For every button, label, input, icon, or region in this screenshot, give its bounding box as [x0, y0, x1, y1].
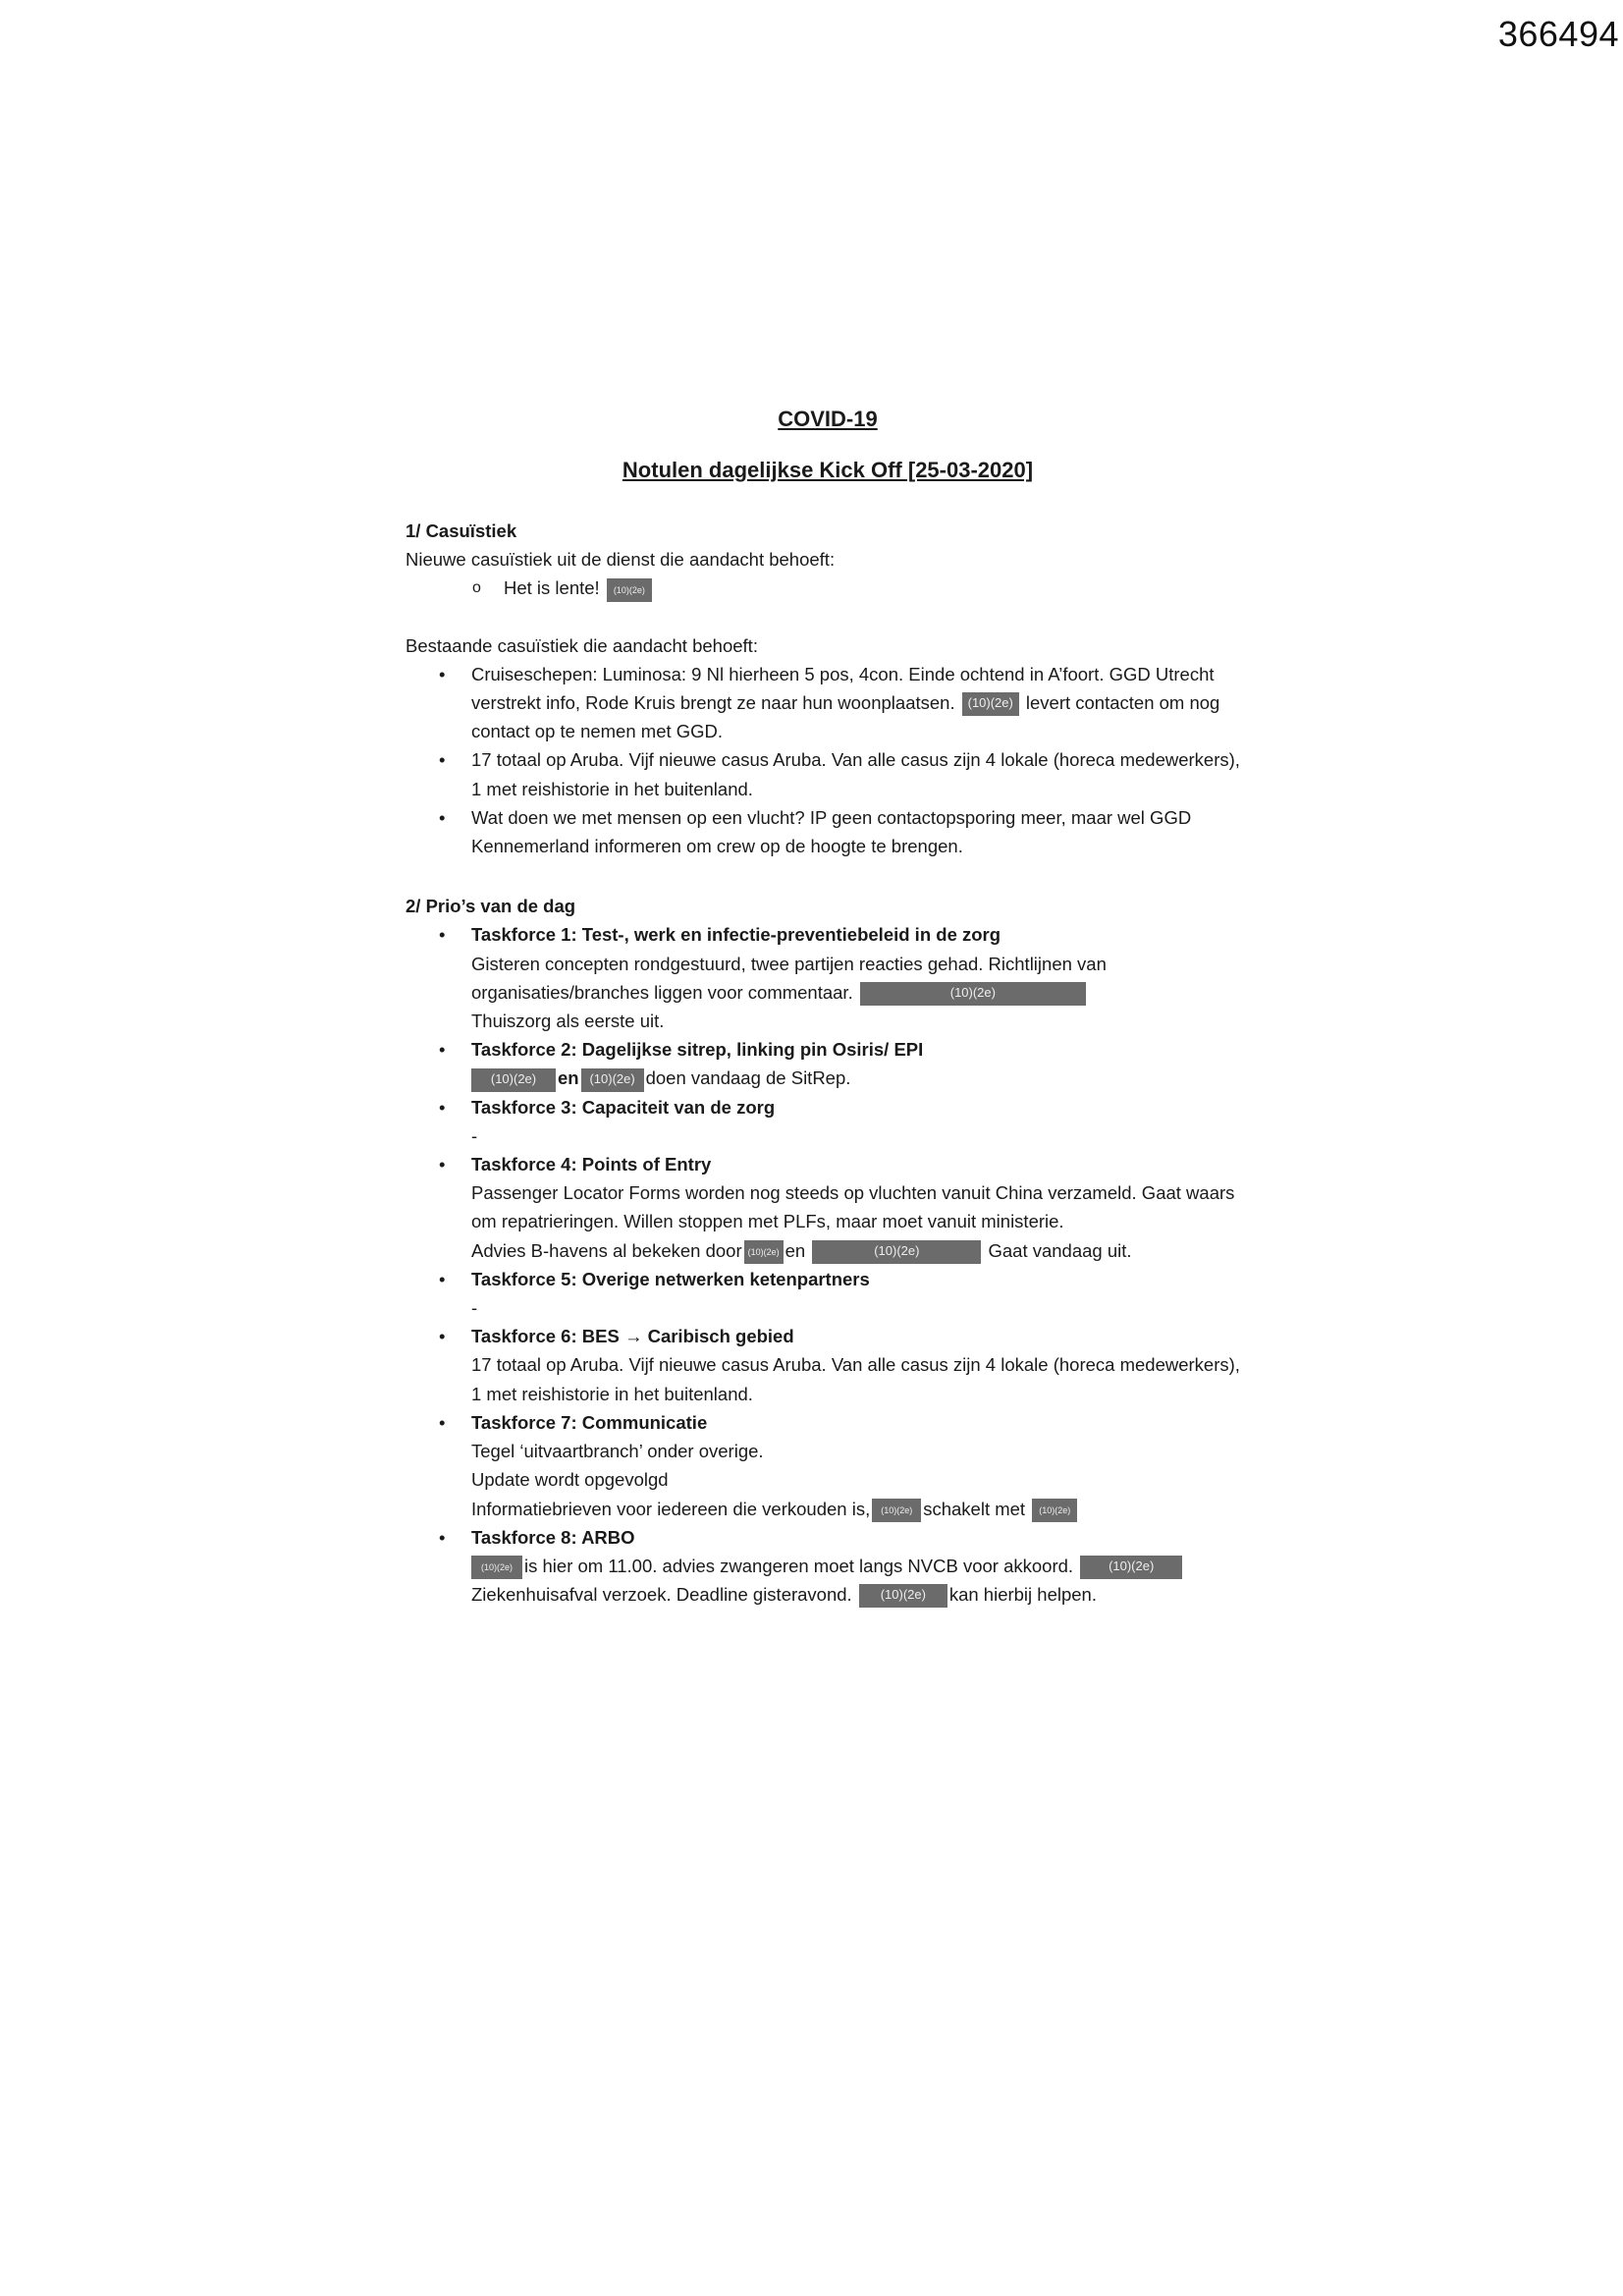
taskforce-4-and: en — [784, 1239, 806, 1261]
redaction-box: (10)(2e) — [1080, 1556, 1182, 1579]
taskforce-3-title: • Taskforce 3: Capaciteit van de zorg — [471, 1096, 776, 1118]
taskforce-1-text-2: Thuiszorg als eerste uit. — [471, 1011, 665, 1032]
document-title: COVID-19 — [778, 407, 878, 431]
redaction-box: (10)(2e) — [872, 1499, 921, 1522]
taskforce-item — [406, 1035, 1250, 1092]
section-heading-casuistiek: 1/ Casuïstiek — [406, 520, 517, 541]
taskforce-4-title: • Taskforce 4: Points of Entry — [471, 1154, 712, 1175]
document-number: 366494 — [1497, 14, 1619, 54]
taskforce-4-text-2: Advies B-havens al bekeken door — [471, 1239, 742, 1261]
redaction-box: (10)(2e) — [581, 1068, 644, 1092]
existing-casuistiek-intro: Bestaande casuïstiek die aandacht behoeft: — [406, 634, 758, 656]
taskforce-item — [406, 1408, 1250, 1523]
taskforce-8-title: • Taskforce 8: ARBO — [471, 1526, 635, 1548]
redaction-box: (10)(2e) — [1032, 1499, 1077, 1522]
redaction-box: (10)(2e) — [859, 1584, 947, 1608]
taskforce-2-text: doen vandaag de SitRep. — [645, 1067, 851, 1089]
taskforce-item — [406, 1523, 1250, 1610]
redaction-box: (10)(2e) — [471, 1556, 522, 1579]
taskforce-5-title: • Taskforce 5: Overige netwerken ketenpartners — [471, 1268, 870, 1289]
list-item — [406, 574, 1250, 602]
casuistiek-cruise-text-cont: levert contacten om nog contact op te nemen met GGD. — [471, 692, 1220, 742]
section-heading-prios: 2/ Prio’s van de dag — [406, 896, 576, 917]
taskforce-7-text-2: Update wordt opgevolgd — [471, 1469, 669, 1491]
document-subtitle: Notulen dagelijkse Kick Off [25-03-2020] — [622, 458, 1034, 482]
taskforce-7-title: • Taskforce 7: Communicatie — [471, 1411, 708, 1433]
taskforce-8-text: is hier om 11.00. advies zwangeren moet langs NVCB voor akkoord. — [524, 1555, 1074, 1576]
new-casuistiek-item: Het is lente! — [504, 577, 600, 599]
taskforce-2-title: • Taskforce 2: Dagelijkse sitrep, linking pin Osiris/ EPI — [471, 1039, 924, 1061]
taskforce-7-text-4: schakelt met — [923, 1498, 1026, 1519]
taskforce-8-text-3: kan hierbij helpen. — [948, 1584, 1097, 1606]
redaction-box: (10)(2e) — [962, 692, 1019, 716]
taskforce-7-text-3: Informatiebrieven voor iedereen die verkouden is, — [471, 1498, 871, 1519]
taskforce-4-text-3: Gaat vandaag uit. — [988, 1239, 1132, 1261]
redaction-box: (10)(2e) — [860, 982, 1086, 1006]
taskforce-6-title: • Taskforce 6: BES → Caribisch gebied — [471, 1326, 794, 1347]
new-casuistiek-intro: Nieuwe casuïstiek uit de dienst die aandacht behoeft: — [406, 549, 836, 571]
redaction-box: (10)(2e) — [812, 1240, 981, 1264]
taskforce-item — [406, 1265, 1250, 1322]
redaction-box: (10)(2e) — [607, 578, 652, 602]
taskforce-5-text: - — [471, 1297, 478, 1319]
taskforce-item — [406, 1093, 1250, 1150]
taskforce-item — [406, 920, 1250, 1035]
taskforce-6-text: 17 totaal op Aruba. Vijf nieuwe casus Aruba. Van alle casus zijn 4 lokale (horeca medewerkers), 1 met reishistorie in het buitenland. — [471, 1354, 1240, 1404]
document-body — [406, 405, 1250, 1609]
taskforce-2-and: en — [558, 1067, 579, 1089]
taskforce-1-title: • Taskforce 1: Test-, werk en infectie-preventiebeleid in de zorg — [471, 924, 1001, 946]
taskforce-list — [406, 920, 1250, 1609]
existing-casuistiek-list — [406, 660, 1250, 860]
list-item — [406, 660, 1250, 746]
taskforce-3-text: - — [471, 1124, 478, 1146]
taskforce-item — [406, 1150, 1250, 1265]
casuistiek-flight-text: Wat doen we met mensen op een vlucht? IP geen contactopsporing meer, maar wel GGD Kennemerland informeren om crew op de hoogte te brengen. — [471, 806, 1192, 857]
redaction-box: (10)(2e) — [471, 1068, 556, 1092]
taskforce-1-text: Gisteren concepten rondgestuurd, twee partijen reacties gehad. Richtlijnen van organisaties/branches liggen voor commentaar. — [471, 953, 1107, 1003]
casuistiek-cruise-text: Cruiseschepen: Luminosa: 9 Nl hierheen 5 pos, 4con. Einde ochtend in A’foort. GGD Utrecht verstrekt info, Rode Kruis brengt ze naar hun woonplaatsen. — [471, 663, 1215, 714]
redaction-box: (10)(2e) — [744, 1240, 784, 1264]
casuistiek-aruba-text: 17 totaal op Aruba. Vijf nieuwe casus Aruba. Van alle casus zijn 4 lokale (horeca medewerkers), 1 met reishistorie in het buitenland. — [471, 749, 1240, 799]
taskforce-7-text: Tegel ‘uitvaartbranch’ onder overige. — [471, 1441, 764, 1462]
list-item — [406, 745, 1250, 802]
taskforce-item — [406, 1322, 1250, 1408]
list-item — [406, 803, 1250, 860]
new-casuistiek-list — [406, 574, 1250, 602]
taskforce-4-text: Passenger Locator Forms worden nog steeds op vluchten vanuit China verzameld. Gaat waars om repatrieringen. Willen stoppen met PLFs, maar moet vanuit ministerie. — [471, 1182, 1235, 1232]
taskforce-8-text-2: Ziekenhuisafval verzoek. Deadline gisteravond. — [471, 1584, 852, 1606]
